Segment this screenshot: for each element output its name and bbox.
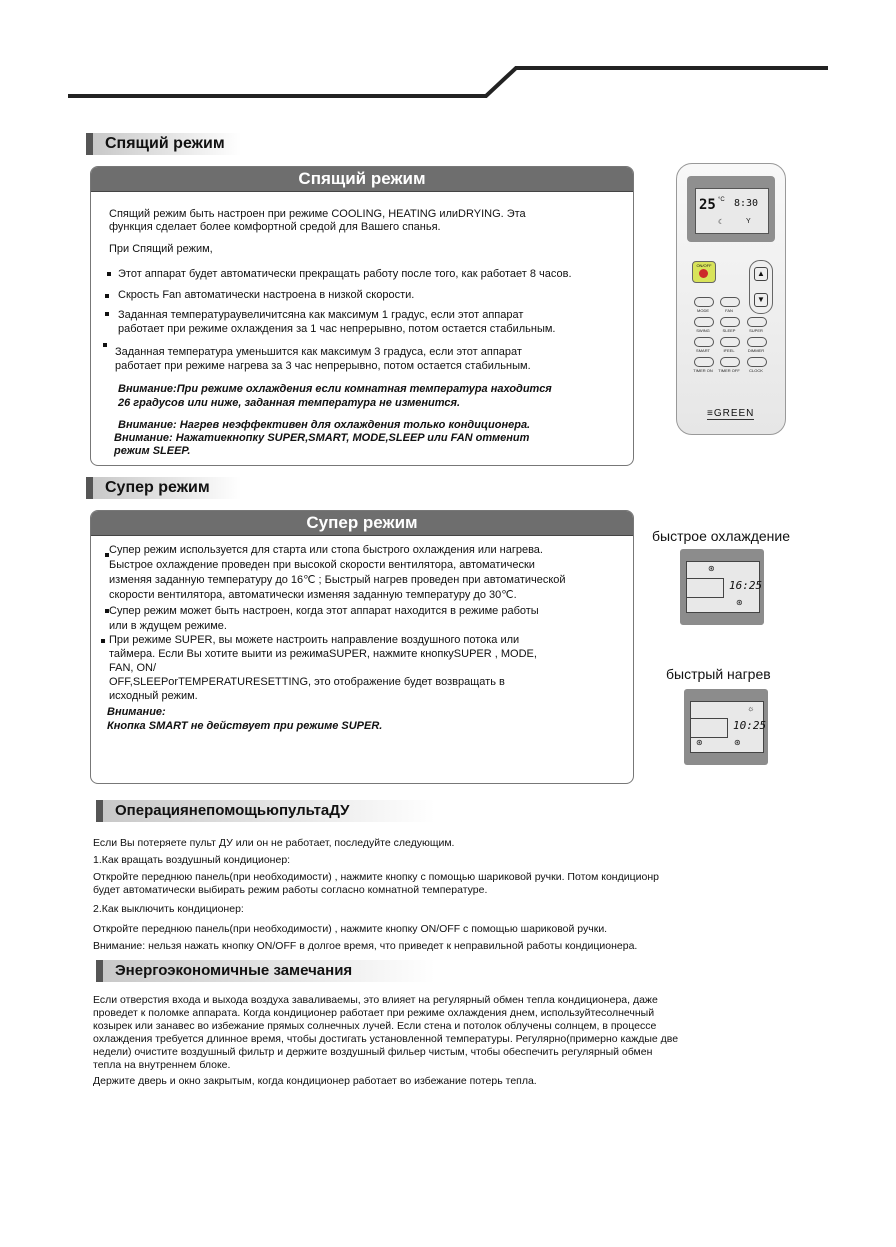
super-button-label: SUPER bbox=[749, 328, 763, 333]
super-note-text: Кнопка SMART не действует при режиме SUPER. bbox=[107, 720, 383, 732]
sleep-note-5: режим SLEEP. bbox=[114, 445, 191, 457]
dimmer-button-label: DIMMER bbox=[747, 348, 765, 353]
energy-line-1: Если отверстия входа и выхода воздуха заваливаемы, это влияет на регулярный обмен тепла кондиционера, даже bbox=[93, 994, 658, 1006]
sleep-intro-2: функция сделает более комфортной средой для Вашего спанья. bbox=[109, 221, 441, 233]
remote-brand-logo bbox=[707, 408, 754, 420]
energy-line-5: недели) очистите воздушный фильтр и держите воздушный фильер чистым, чтобы обеспечить регулярный обмен bbox=[93, 1046, 653, 1058]
swing-icon: Y bbox=[746, 218, 751, 225]
super-line-3: изменяя заданную температуру до 16℃ ; Быстрый нагрев проведен при автоматической bbox=[109, 574, 566, 586]
heat-mode-icon: ☼ bbox=[747, 704, 755, 713]
super-line-4: скорости вентилятора, автоматически изменяя заданную температуру до 30℃. bbox=[109, 589, 517, 601]
timer-on-button bbox=[694, 357, 714, 367]
mode-button-label: MODE bbox=[697, 308, 709, 313]
sleep-bullet-3a: Заданная температураувеличитсяна как максимум 1 градус, если этот аппарат bbox=[118, 309, 524, 321]
super-line-5: Супер режим может быть настроен, когда этот аппарат находится в режиме работы bbox=[109, 605, 539, 617]
sleep-bullet-4b: работает при режиме нагрева за 3 час непрерывно, потом остается стабильным. bbox=[115, 360, 531, 372]
energy-line-3: козырек или занавес во избежание прямых солнечных лучей. Если стена и потолок облучены солнцем, в процессе bbox=[93, 1020, 657, 1032]
fan-auto-icon: ⊛ bbox=[696, 738, 703, 747]
quick-cool-time: 16:25 bbox=[729, 579, 763, 592]
super-box-title: Супер режим bbox=[91, 511, 633, 536]
sleep-note-3: Внимание: Нагрев неэффективен для охлаждения только кондиционера. bbox=[118, 419, 531, 431]
quick-cool-lcd bbox=[686, 561, 763, 613]
sleep-note-4: Внимание: Нажатиекнопку SUPER,SMART, MODE,SLEEP или FAN отменит bbox=[114, 432, 530, 444]
mode-button bbox=[694, 297, 714, 307]
lcd-divider bbox=[687, 578, 724, 598]
fan-button-label: FAN bbox=[725, 308, 733, 313]
quick-heat-lcd bbox=[690, 701, 767, 753]
super-box bbox=[90, 510, 634, 784]
temp-rocker bbox=[749, 260, 773, 314]
energy-line-6: тепла на внутреннем блоке. bbox=[93, 1059, 231, 1071]
quick-cool-caption: быстрое охлаждение bbox=[652, 528, 790, 544]
temp-up-icon: ▲ bbox=[754, 267, 768, 281]
manual-line-6: Откройте переднюю панель(при необходимости) , нажмите кнопку ON/OFF с помощью шариковой ручки. bbox=[93, 923, 608, 935]
sleep-box bbox=[90, 166, 634, 466]
sleep-button-label: SLEEP bbox=[722, 328, 736, 333]
super-button bbox=[747, 317, 767, 327]
section-title-sleep: Спящий режим bbox=[86, 133, 241, 155]
bullet bbox=[107, 272, 111, 276]
quick-heat-display bbox=[684, 689, 768, 765]
section-title-energy: Энергоэкономичные замечания bbox=[96, 960, 435, 982]
energy-line-7: Держите дверь и окно закрытым, когда кондиционер работает во избежание потерь тепла. bbox=[93, 1075, 537, 1087]
super-line-10: OFF,SLEEPorTEMPERATURESETTING, это отображение будет возвращать в bbox=[109, 676, 505, 688]
remote-control-image bbox=[676, 163, 786, 435]
manual-line-2: 1.Как вращать воздушный кондиционер: bbox=[93, 854, 291, 866]
sleep-bullet-2: Скрость Fan автоматически настроена в низкой скорости. bbox=[118, 289, 415, 301]
sleep-intro-1: Спящий режим быть настроен при режиме COOLING, HEATING илиDRYING. Эта bbox=[109, 208, 526, 220]
super-line-9: FAN, ON/ bbox=[109, 662, 157, 674]
onoff-button bbox=[692, 261, 716, 283]
swing-button bbox=[694, 317, 714, 327]
swing-button-label: SWING bbox=[696, 328, 710, 333]
cool-mode-icon: ⊛ bbox=[708, 564, 715, 573]
manual-line-1: Если Вы потеряете пульт ДУ или он не работает, последуйте следующим. bbox=[93, 837, 455, 849]
smart-button-label: SMART bbox=[696, 348, 710, 353]
power-icon bbox=[699, 269, 708, 278]
manual-line-5: 2.Как выключить кондиционер: bbox=[93, 903, 244, 915]
bullet bbox=[105, 294, 109, 298]
quick-heat-caption: быстрый нагрев bbox=[666, 666, 771, 682]
sleep-bullet-4a: Заданная температура уменьшится как максимум 3 градуса, если этот аппарат bbox=[115, 346, 522, 358]
section-title-manual: ОперациянепомощьюпультаДУ bbox=[96, 800, 435, 822]
clock-button-label: CLOCK bbox=[749, 368, 763, 373]
sleep-moon-icon: ☾ bbox=[718, 219, 725, 226]
timer-off-label: TIMER OFF bbox=[718, 368, 740, 373]
smart-button bbox=[694, 337, 714, 347]
super-line-6: или в ждущем режиме. bbox=[109, 620, 227, 632]
remote-brand: GREEN bbox=[713, 408, 755, 419]
energy-line-4: охлаждения требуется длинное время, чтобы достигать установленной температуры. Регулярно(примерно каждые две bbox=[93, 1033, 679, 1045]
sleep-bullet-1: Этот аппарат будет автоматически прекращать работу после того, как работает 8 часов. bbox=[118, 268, 572, 280]
remote-screen-frame bbox=[687, 176, 775, 242]
energy-line-2: проведет к поломке аппарата. Когда кондиционер работает при режиме охлаждения днем, используйтесолнечный bbox=[93, 1007, 655, 1019]
super-line-11: исходный режим. bbox=[109, 690, 198, 702]
dimmer-button bbox=[747, 337, 767, 347]
super-line-2: Быстрое охлаждение проведен при высокой скорости вентилятора, автоматически bbox=[109, 559, 535, 571]
manual-line-3: Откройте переднюю панель(при необходимости) , нажмите кнопку с помощью шариковой ручки. Потом кондиционр bbox=[93, 871, 659, 883]
sleep-box-title: Спящий режим bbox=[91, 167, 633, 192]
quick-cool-display bbox=[680, 549, 764, 625]
ifeel-button bbox=[720, 337, 740, 347]
sleep-lead: При Спящий режим, bbox=[109, 243, 213, 255]
sleep-bullet-3b: работает при режиме охлаждения за 1 час непрерывно, потом остается стабильным. bbox=[118, 323, 556, 335]
clock-button bbox=[747, 357, 767, 367]
onoff-label: ON/OFF bbox=[696, 263, 712, 268]
super-line-8: таймера. Если Вы хотите выити из режимаSUPER, нажмите кнопкуSUPER , MODE, bbox=[109, 648, 537, 660]
ifeel-button-label: IFEEL bbox=[723, 348, 735, 353]
sleep-note-1: Внимание:При режиме охлаждения если комнатная температура находится bbox=[118, 383, 552, 395]
fan-speed-icon: ⊛ bbox=[734, 738, 741, 747]
brand-mark: ≡ bbox=[707, 408, 714, 419]
super-line-7: При режиме SUPER, вы можете настроить направление воздушного потока или bbox=[109, 634, 520, 646]
section-title-super: Супер режим bbox=[86, 477, 241, 499]
temp-down-icon: ▼ bbox=[754, 293, 768, 307]
remote-screen bbox=[695, 188, 769, 234]
header-rule bbox=[0, 0, 896, 110]
super-line-1: Супер режим используется для старта или стопа быстрого охлаждения или нагрева. bbox=[109, 544, 543, 556]
fan-speed-icon: ⊛ bbox=[736, 598, 743, 607]
lcd-divider bbox=[691, 718, 728, 738]
manual-line-4: будет автоматически выбирать режим работы согласно комнатной температуре. bbox=[93, 884, 488, 896]
timer-off-button bbox=[720, 357, 740, 367]
fan-button bbox=[720, 297, 740, 307]
timer-on-label: TIMER ON bbox=[693, 368, 713, 373]
bullet bbox=[103, 343, 107, 347]
remote-screen-unit: °C bbox=[718, 197, 725, 203]
sleep-note-2: 26 градусов или ниже, заданная температура не изменится. bbox=[118, 397, 461, 409]
super-note-title: Внимание: bbox=[107, 706, 166, 718]
remote-screen-temp: 25 bbox=[699, 197, 716, 213]
remote-screen-time: 8:30 bbox=[734, 198, 759, 209]
bullet bbox=[105, 312, 109, 316]
quick-heat-time: 10:25 bbox=[733, 719, 767, 732]
sleep-button bbox=[720, 317, 740, 327]
bullet bbox=[101, 639, 105, 643]
manual-line-7: Внимание: нельзя нажать кнопку ON/OFF в долгое время, что приведет к неправильной работы кондиционера. bbox=[93, 940, 638, 952]
